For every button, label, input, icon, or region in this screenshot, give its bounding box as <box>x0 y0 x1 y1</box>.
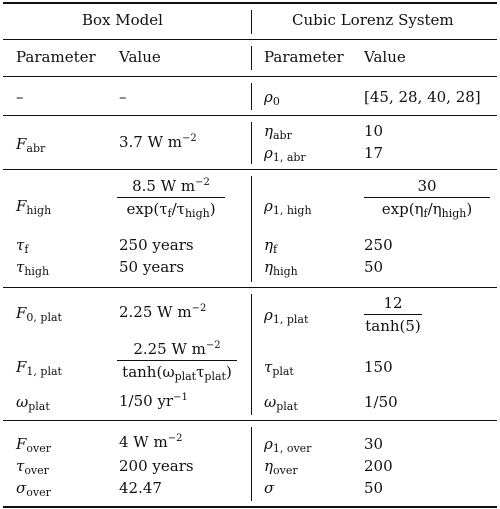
group-header-box-model: Box Model <box>82 11 163 29</box>
column-header-value: Value <box>119 48 161 66</box>
bottom-rule <box>3 506 497 508</box>
cl-param: $\omega_{plat}$ <box>264 393 298 413</box>
cl-param: $\tau_{plat}$ <box>264 358 294 378</box>
bm-param: $\omega_{plat}$ <box>16 393 50 413</box>
bm-value: 250 years <box>119 236 194 254</box>
bm-value: – <box>119 88 127 106</box>
column-separator <box>251 427 252 501</box>
cl-value: 50 <box>364 479 384 497</box>
bm-param: $\tau_{high}$ <box>16 258 50 278</box>
cl-value: 10 <box>364 122 384 140</box>
bm-fraction: 2.25 W $m^{-2}$ $\tanh(\omega_{plat}\tau_{plat})$ <box>117 340 237 381</box>
bm-param: – <box>16 88 24 106</box>
bm-value: 42.47 <box>119 479 162 497</box>
section-rule-3 <box>3 287 497 288</box>
section-rule-1 <box>3 115 497 116</box>
cl-param: $\rho_{1, high}$ <box>264 197 312 217</box>
cl-fraction: $\frac{12}{\tanh(5)}$ <box>365 294 421 335</box>
column-separator <box>251 176 252 282</box>
column-separator <box>251 294 252 415</box>
bm-param: $\sigma_{over}$ <box>16 479 51 499</box>
cl-value: 150 <box>364 358 393 376</box>
bm-fraction: 8.5 W $m^{-2}$ $\exp(\tau_f/\tau_{high})$ <box>117 177 225 218</box>
column-header-parameter: Parameter <box>264 48 344 66</box>
cl-param: $\eta_{over}$ <box>264 457 298 477</box>
bm-value: 50 years <box>119 258 185 276</box>
cl-value: 250 <box>364 236 393 254</box>
group-header-cubic-lorenz: Cubic Lorenz System <box>292 11 454 29</box>
bm-value: 4 W $m^{-2}$ <box>119 433 183 451</box>
bm-param: $\tau_f$ <box>16 236 29 256</box>
column-separator <box>251 46 252 70</box>
section-rule-4 <box>3 420 497 421</box>
column-separator <box>251 10 252 34</box>
column-header-value: Value <box>364 48 406 66</box>
cl-value: 1/50 <box>364 393 398 411</box>
bm-value: 1/50 $yr^{-1}$ <box>119 392 188 410</box>
cl-param: $\eta_{abr}$ <box>264 122 292 142</box>
cl-param: $\rho_0$ <box>264 88 280 108</box>
top-rule <box>3 2 497 4</box>
cl-value: 50 <box>364 258 384 276</box>
bm-param: $\tau_{over}$ <box>16 457 49 477</box>
cl-param: $\rho_{1, over}$ <box>264 435 312 455</box>
column-header-parameter: Parameter <box>16 48 96 66</box>
bm-value: 200 years <box>119 457 194 475</box>
cl-param: σ <box>264 479 275 497</box>
cl-param: $\eta_{high}$ <box>264 258 298 278</box>
column-separator <box>251 122 252 164</box>
cl-value: 200 <box>364 457 393 475</box>
cl-value: [45, 28, 40, 28] <box>364 88 481 106</box>
cl-param: $\rho_{1, abr}$ <box>264 144 306 164</box>
cl-value: 30 <box>364 435 384 453</box>
cl-param: $\eta_f$ <box>264 236 278 256</box>
cl-value: 17 <box>364 144 384 162</box>
bm-value: 3.7 W $m^{-2}$ <box>119 133 197 151</box>
section-rule-2 <box>3 169 497 170</box>
bm-param: $F_{0, plat}$ <box>16 304 62 324</box>
header-rule <box>3 39 497 40</box>
cl-fraction: 30 $\exp(\eta_f/\eta_{high})$ <box>364 177 490 218</box>
bm-value: 2.25 W $m^{-2}$ <box>119 303 207 321</box>
bm-param: $F_{over}$ <box>16 435 52 455</box>
bm-param: $F_{abr}$ <box>16 135 46 155</box>
column-header-rule <box>3 76 497 77</box>
column-separator <box>251 83 252 110</box>
bm-param: $F_{high}$ <box>16 197 52 217</box>
cl-param: $\rho_{1, plat}$ <box>264 306 309 326</box>
bm-param: $F_{1, plat}$ <box>16 358 62 378</box>
